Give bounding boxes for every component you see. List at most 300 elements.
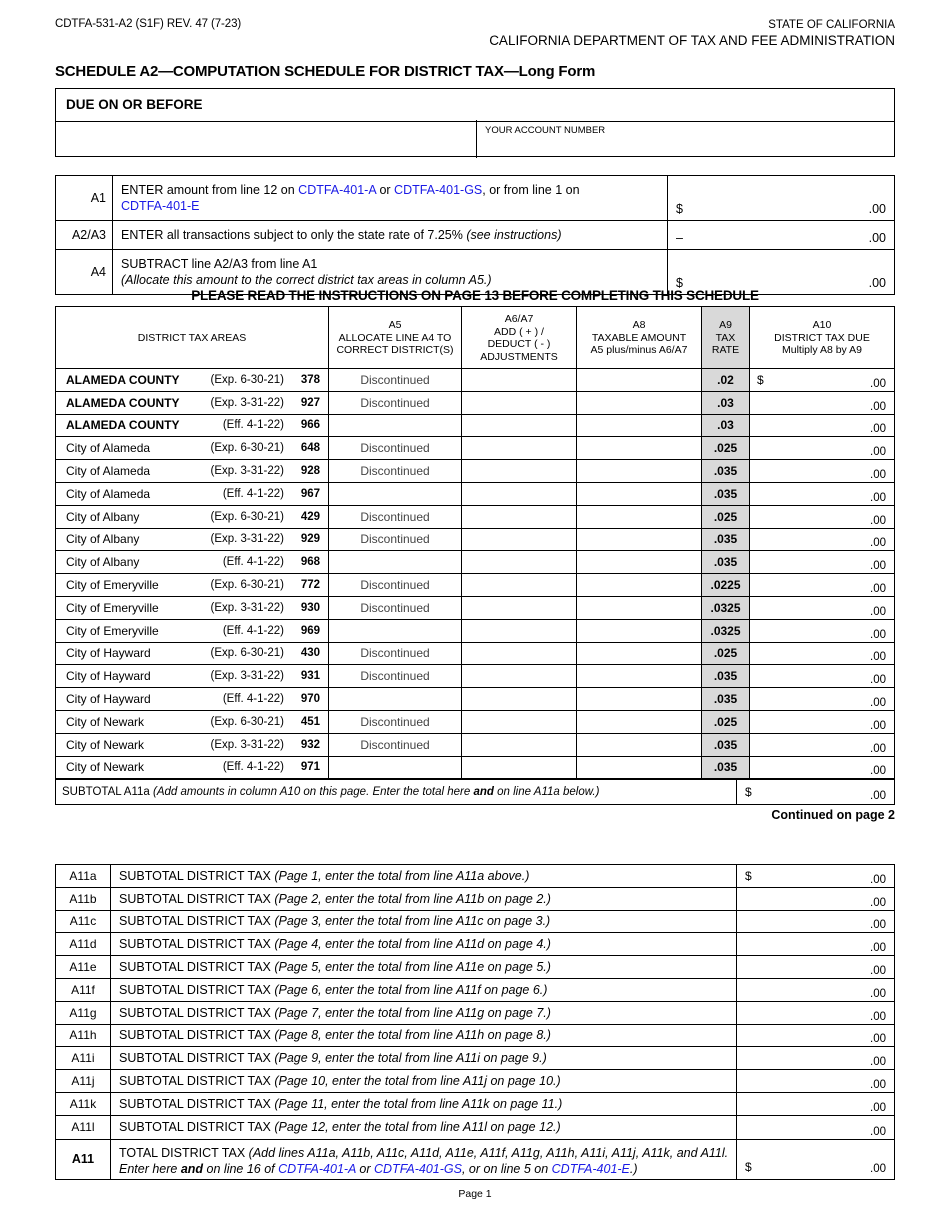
district-a10-cell[interactable]: [750, 734, 894, 756]
table-row: [56, 597, 894, 620]
district-a5-cell[interactable]: [329, 529, 462, 551]
district-effective-date: (Eff. 4-1-22): [222, 487, 284, 500]
district-a5-cell[interactable]: [329, 597, 462, 619]
district-tax-rate: .03: [717, 395, 734, 410]
district-a8-cell[interactable]: [577, 460, 702, 482]
subtotal-row-description: [111, 1025, 737, 1047]
district-a5-value: Discontinued: [360, 578, 430, 593]
subtotal-row-number: A11d: [56, 933, 111, 955]
district-tax-rate: .035: [713, 737, 738, 752]
header-col1-line1: DISTRICT TAX AREAS: [137, 331, 247, 344]
district-a8-cell[interactable]: [577, 643, 702, 665]
district-code: 931: [300, 670, 320, 683]
district-name-cell: [56, 688, 329, 710]
district-tax-rate-cell: [702, 643, 750, 665]
line-a2-a3-amount-field[interactable]: [667, 221, 894, 249]
header-a5: [329, 307, 462, 368]
district-a5-cell[interactable]: [329, 711, 462, 733]
district-tax-rate: .025: [713, 646, 738, 661]
subtotal-a11a-amount-field[interactable]: [737, 780, 894, 804]
district-a10-cell[interactable]: [750, 574, 894, 596]
subtotal-row-number: A11c: [56, 911, 111, 933]
district-a8-cell[interactable]: [577, 665, 702, 687]
district-tax-rate: .035: [713, 669, 738, 684]
district-a10-cell[interactable]: [750, 688, 894, 710]
district-tax-rate: .025: [713, 441, 738, 456]
district-a8-cell[interactable]: [577, 506, 702, 528]
district-a5-value: Discontinued: [360, 532, 430, 547]
district-a6-a7-cell[interactable]: [462, 643, 577, 665]
header-col6-line1: A10: [812, 319, 832, 332]
district-cents: .00: [870, 377, 886, 390]
district-effective-date: (Exp. 3-31-22): [210, 601, 284, 614]
subtotal-row-label: SUBTOTAL DISTRICT TAX: [119, 1120, 275, 1135]
district-a5-value: Discontinued: [360, 441, 430, 456]
table-row: [56, 529, 894, 552]
district-a5-value: Discontinued: [360, 669, 430, 684]
district-a8-cell[interactable]: [577, 757, 702, 779]
district-a5-value: Discontinued: [360, 509, 430, 524]
district-tax-table: [55, 306, 895, 805]
district-code: 971: [300, 761, 320, 774]
subtotal-italic-1: (Add amounts in column A10 on this page. Enter the total here: [152, 786, 474, 799]
line-a2-a3-minus-symbol: –: [676, 231, 683, 245]
district-a6-a7-cell[interactable]: [462, 460, 577, 482]
district-code: 927: [300, 396, 320, 409]
line-a1-cents: .00: [868, 202, 886, 216]
subtotal-row-amount-field[interactable]: [737, 933, 894, 955]
total-link-cdtfa-401-a[interactable]: CDTFA-401-A: [278, 1161, 356, 1176]
total-row-description: [111, 1140, 737, 1179]
district-tax-rate: .025: [713, 509, 738, 524]
district-tax-rate-cell: [702, 688, 750, 710]
district-a10-cell[interactable]: [750, 529, 894, 551]
subtotal-row-description: [111, 888, 737, 910]
district-a5-cell[interactable]: [329, 688, 462, 710]
district-a6-a7-cell[interactable]: [462, 529, 577, 551]
subtotal-currency-symbol: $: [745, 785, 752, 800]
total-link-cdtfa-401-e[interactable]: CDTFA-401-E: [551, 1161, 630, 1176]
table-row: [56, 757, 894, 780]
district-tax-rate-cell: [702, 483, 750, 505]
district-effective-date: (Eff. 4-1-22): [222, 761, 284, 774]
district-a6-a7-cell[interactable]: [462, 734, 577, 756]
subtotal-row-cents: .00: [870, 987, 886, 1000]
district-tax-rate-cell: [702, 506, 750, 528]
district-a5-value: Discontinued: [360, 464, 430, 479]
district-tax-rate-cell: [702, 460, 750, 482]
list-item: [56, 1002, 894, 1025]
header-col3-line2: ADD ( + ) /: [494, 325, 544, 338]
district-code: 378: [300, 373, 320, 386]
total-cents: .00: [870, 1162, 886, 1175]
district-name: City of Albany: [66, 509, 140, 524]
subtotal-row-italic: (Page 5, enter the total from line A11e on page 5.): [274, 960, 551, 975]
subtotal-row-label: SUBTOTAL DISTRICT TAX: [119, 937, 275, 952]
total-district-tax-row: [56, 1139, 894, 1179]
line-a2-a3-description: [113, 221, 667, 249]
district-a6-a7-cell[interactable]: [462, 551, 577, 573]
district-name-cell: [56, 665, 329, 687]
district-a6-a7-cell[interactable]: [462, 437, 577, 459]
list-item: [56, 1047, 894, 1070]
subtotal-row-label: SUBTOTAL DISTRICT TAX: [119, 914, 275, 929]
district-cents: .00: [870, 446, 886, 459]
district-a5-cell[interactable]: [329, 369, 462, 391]
district-a6-a7-cell[interactable]: [462, 506, 577, 528]
subtotal-row-italic: (Page 11, enter the total from line A11k on page 11.): [274, 1096, 563, 1111]
subtotal-row-cents: .00: [870, 942, 886, 955]
district-a8-cell[interactable]: [577, 415, 702, 437]
subtotal-prefix: SUBTOTAL A11a: [62, 786, 153, 799]
district-name-cell: [56, 620, 329, 642]
district-a5-cell[interactable]: [329, 757, 462, 779]
list-item: [56, 1093, 894, 1116]
subtotal-row-amount-field[interactable]: [737, 1025, 894, 1047]
district-a8-cell[interactable]: [577, 551, 702, 573]
district-a8-cell[interactable]: [577, 620, 702, 642]
district-code: 430: [300, 647, 320, 660]
district-currency-symbol: $: [757, 373, 764, 387]
district-effective-date: (Eff. 4-1-22): [222, 693, 284, 706]
district-tax-rate-cell: [702, 551, 750, 573]
list-item: [56, 1116, 894, 1139]
district-a10-cell[interactable]: [750, 392, 894, 414]
district-a10-cell[interactable]: [750, 460, 894, 482]
subtotal-row-number: A11e: [56, 956, 111, 978]
district-cents: .00: [870, 582, 886, 595]
district-code: 932: [300, 738, 320, 751]
district-name: ALAMEDA COUNTY: [66, 418, 180, 433]
subtotal-row-cents: .00: [870, 1056, 886, 1069]
district-name: ALAMEDA COUNTY: [66, 372, 180, 387]
district-a10-cell[interactable]: [750, 551, 894, 573]
district-a10-cell[interactable]: [750, 643, 894, 665]
district-a6-a7-cell[interactable]: [462, 415, 577, 437]
district-code: 772: [300, 579, 320, 592]
total-amount-field[interactable]: [737, 1140, 894, 1179]
subtotal-row-italic: (Page 1, enter the total from line A11a above.): [274, 868, 530, 883]
district-tax-rate: .035: [713, 532, 738, 547]
subtotal-row-amount-field[interactable]: [737, 979, 894, 1001]
header-col5-line3: RATE: [711, 344, 740, 357]
table-row: [56, 643, 894, 666]
district-a8-cell[interactable]: [577, 392, 702, 414]
district-a6-a7-cell[interactable]: [462, 757, 577, 779]
district-name-cell: [56, 574, 329, 596]
district-a5-cell[interactable]: [329, 392, 462, 414]
subtotal-row-description: [111, 1047, 737, 1069]
total-link-cdtfa-401-gs[interactable]: CDTFA-401-GS: [374, 1161, 462, 1176]
header-col2-line2: ALLOCATE LINE A4 TO: [338, 331, 452, 344]
subtotal-row-label: SUBTOTAL DISTRICT TAX: [119, 960, 275, 975]
district-effective-date: (Exp. 6-30-21): [210, 510, 284, 523]
line-a2-a3-italic-note: (see instructions): [466, 228, 562, 242]
list-item: [56, 911, 894, 934]
district-a6-a7-cell[interactable]: [462, 665, 577, 687]
subtotal-row-amount-field[interactable]: [737, 911, 894, 933]
line-a2-a3-number: A2/A3: [56, 221, 113, 249]
district-a5-cell[interactable]: [329, 574, 462, 596]
header-col3-line3: DEDUCT ( - ): [487, 338, 551, 350]
district-cents: .00: [870, 605, 886, 618]
district-tax-rate: .0225: [710, 578, 741, 593]
district-a10-cell[interactable]: [750, 437, 894, 459]
link-cdtfa-401-gs[interactable]: CDTFA-401-GS: [394, 183, 483, 197]
subtotal-row-amount-field[interactable]: [737, 1070, 894, 1092]
header-a8: [577, 307, 702, 368]
subtotal-row-amount-field[interactable]: [737, 1116, 894, 1139]
lines-a1-a4-table: [55, 175, 895, 295]
subtotal-row-amount-field[interactable]: [737, 1002, 894, 1024]
district-code: 966: [300, 419, 320, 432]
header-col6-line2: DISTRICT TAX DUE: [774, 331, 870, 344]
district-effective-date: (Exp. 6-30-21): [210, 442, 284, 455]
district-a6-a7-cell[interactable]: [462, 688, 577, 710]
district-code: 929: [300, 533, 320, 546]
form-id: CDTFA-531-A2 (S1F) REV. 47 (7-23): [55, 18, 242, 30]
district-name-cell: [56, 597, 329, 619]
district-a5-value: Discontinued: [360, 395, 430, 410]
header-col6-line3: Multiply A8 by A9: [782, 344, 862, 357]
district-effective-date: (Exp. 6-30-21): [210, 579, 284, 592]
department-name: CALIFORNIA DEPARTMENT OF TAX AND FEE ADMINISTRATION: [489, 33, 895, 48]
total-italic-4: , or on line 5 on: [461, 1161, 552, 1176]
district-a5-cell[interactable]: [329, 506, 462, 528]
subtotal-row-amount-field[interactable]: [737, 865, 894, 887]
district-tax-rate: .035: [713, 692, 738, 707]
district-a5-value: Discontinued: [360, 372, 430, 387]
district-a6-a7-cell[interactable]: [462, 574, 577, 596]
district-cents: .00: [870, 537, 886, 550]
district-a5-value: Discontinued: [360, 646, 430, 661]
subtotal-row-cents: .00: [870, 896, 886, 909]
line-a1-row: [56, 176, 894, 221]
district-a10-cell[interactable]: [750, 415, 894, 437]
district-a5-cell[interactable]: [329, 620, 462, 642]
district-name: City of Emeryville: [66, 600, 159, 615]
district-a10-cell[interactable]: [750, 711, 894, 733]
line-a4-italic-note: (Allocate this amount to the correct district tax areas in column A5.): [121, 273, 492, 287]
district-tax-rate-cell: [702, 369, 750, 391]
subtotal-row-cents: .00: [870, 1033, 886, 1046]
table-row: [56, 734, 894, 757]
district-tax-rate-cell: [702, 757, 750, 779]
district-cents: .00: [870, 696, 886, 709]
district-a5-cell[interactable]: [329, 483, 462, 505]
district-a10-cell[interactable]: [750, 757, 894, 779]
district-a6-a7-cell[interactable]: [462, 711, 577, 733]
district-name: City of Newark: [66, 737, 145, 752]
district-code: 967: [300, 487, 320, 500]
subtotal-row-label: SUBTOTAL DISTRICT TAX: [119, 1096, 275, 1111]
district-a8-cell[interactable]: [577, 711, 702, 733]
district-name-cell: [56, 506, 329, 528]
line-a1-text-2: or: [375, 183, 395, 197]
subtotal-row-number: A11b: [56, 888, 111, 910]
district-a6-a7-cell[interactable]: [462, 483, 577, 505]
district-code: 969: [300, 624, 320, 637]
subtotal-row-cents: .00: [870, 964, 886, 977]
district-a8-cell[interactable]: [577, 369, 702, 391]
district-code: 970: [300, 693, 320, 706]
account-number-field[interactable]: [476, 120, 898, 158]
district-a10-cell[interactable]: [750, 506, 894, 528]
subtotal-row-description: [111, 933, 737, 955]
subtotal-row-italic: (Page 6, enter the total from line A11f on page 6.): [274, 982, 548, 997]
subtotal-a11a-row: [56, 779, 894, 804]
district-a6-a7-cell[interactable]: [462, 620, 577, 642]
line-a1-amount-field[interactable]: [667, 176, 894, 220]
table-row: [56, 665, 894, 688]
district-a5-cell[interactable]: [329, 734, 462, 756]
district-tax-rate: .035: [713, 555, 738, 570]
district-a6-a7-cell[interactable]: [462, 597, 577, 619]
subtotal-row-cents: .00: [870, 1125, 886, 1138]
subtotal-row-label: SUBTOTAL DISTRICT TAX: [119, 868, 275, 883]
subtotal-row-label: SUBTOTAL DISTRICT TAX: [119, 982, 275, 997]
district-a8-cell[interactable]: [577, 688, 702, 710]
header-col5-line2: TAX: [715, 331, 736, 344]
table-row: [56, 711, 894, 734]
header-district-tax-areas: [56, 307, 329, 368]
district-name-cell: [56, 369, 329, 391]
subtotal-row-label: SUBTOTAL DISTRICT TAX: [119, 1028, 275, 1043]
district-tax-rate: .0325: [710, 623, 741, 638]
district-name-cell: [56, 734, 329, 756]
total-italic-2: on line 16 of: [203, 1161, 279, 1176]
district-name-cell: [56, 551, 329, 573]
district-name: City of Hayward: [66, 646, 151, 661]
total-italic-5: .): [629, 1161, 638, 1176]
district-a5-cell[interactable]: [329, 460, 462, 482]
subtotal-row-amount-field[interactable]: [737, 1047, 894, 1069]
district-name: City of Alameda: [66, 464, 151, 479]
table-row: [56, 506, 894, 529]
subtotal-row-cents: .00: [870, 1078, 886, 1091]
subtotal-row-italic: (Page 3, enter the total from line A11c on page 3.): [274, 914, 551, 929]
district-cents: .00: [870, 514, 886, 527]
district-a5-cell[interactable]: [329, 551, 462, 573]
subtotal-row-label: SUBTOTAL DISTRICT TAX: [119, 1051, 275, 1066]
subtotal-row-number: A11f: [56, 979, 111, 1001]
subtotal-row-cents: .00: [870, 1101, 886, 1114]
district-name: City of Newark: [66, 760, 145, 775]
district-tax-rate-cell: [702, 437, 750, 459]
total-row-number: A11: [56, 1140, 111, 1179]
total-row-label: TOTAL DISTRICT TAX: [119, 1145, 249, 1160]
subtotal-row-number: A11a: [56, 865, 111, 887]
subtotal-row-amount-field[interactable]: [737, 888, 894, 910]
header-col3-line1: A6/A7: [504, 313, 534, 325]
total-italic-3: or: [355, 1161, 374, 1176]
district-a8-cell[interactable]: [577, 529, 702, 551]
district-a8-cell[interactable]: [577, 483, 702, 505]
district-code: 928: [300, 465, 320, 478]
district-tax-rate: .02: [717, 372, 734, 387]
district-a5-cell[interactable]: [329, 643, 462, 665]
district-name-cell: [56, 711, 329, 733]
district-name: City of Emeryville: [66, 623, 159, 638]
district-code: 429: [300, 510, 320, 523]
due-on-or-before-box: [55, 88, 895, 121]
subtotal-rows-container: [56, 865, 894, 1139]
table-row: [56, 574, 894, 597]
header-a6-a7: [462, 307, 577, 368]
district-tax-rate-cell: [702, 529, 750, 551]
district-effective-date: (Exp. 6-30-21): [210, 373, 284, 386]
page-footer: Page 1: [458, 1188, 492, 1200]
district-name: ALAMEDA COUNTY: [66, 395, 180, 410]
district-a5-value: Discontinued: [360, 714, 430, 729]
subtotal-row-cents: .00: [870, 1010, 886, 1023]
district-a10-cell[interactable]: [750, 665, 894, 687]
district-a5-cell[interactable]: [329, 437, 462, 459]
district-name-cell: [56, 392, 329, 414]
district-tax-rate: .035: [713, 486, 738, 501]
district-name-cell: [56, 483, 329, 505]
subtotal-row-number: A11g: [56, 1002, 111, 1024]
district-effective-date: (Exp. 6-30-21): [210, 715, 284, 728]
list-item: [56, 865, 894, 888]
district-cents: .00: [870, 491, 886, 504]
district-a8-cell[interactable]: [577, 734, 702, 756]
list-item: [56, 933, 894, 956]
district-table-header: [56, 307, 894, 369]
district-tax-rate: .035: [713, 464, 738, 479]
subtotal-row-amount-field[interactable]: [737, 1093, 894, 1115]
district-a8-cell[interactable]: [577, 597, 702, 619]
district-a10-cell[interactable]: [750, 369, 894, 391]
due-date-and-account-row[interactable]: [55, 121, 895, 157]
table-row: [56, 415, 894, 438]
district-effective-date: (Exp. 6-30-21): [210, 647, 284, 660]
subtotal-row-cents: .00: [870, 873, 886, 886]
district-effective-date: (Eff. 4-1-22): [222, 556, 284, 569]
district-a6-a7-cell[interactable]: [462, 392, 577, 414]
subtotal-cents: .00: [870, 790, 886, 803]
district-code: 648: [300, 442, 320, 455]
district-a10-cell[interactable]: [750, 597, 894, 619]
district-a10-cell[interactable]: [750, 620, 894, 642]
line-a1-currency-symbol: $: [676, 202, 683, 216]
header-col3-line4: ADJUSTMENTS: [480, 350, 558, 363]
district-a5-cell[interactable]: [329, 665, 462, 687]
district-tax-rate-cell: [702, 597, 750, 619]
district-effective-date: (Exp. 3-31-22): [210, 533, 284, 546]
district-name-cell: [56, 437, 329, 459]
district-a8-cell[interactable]: [577, 437, 702, 459]
district-name: City of Hayward: [66, 669, 151, 684]
link-cdtfa-401-e[interactable]: CDTFA-401-E: [121, 199, 200, 213]
district-cents: .00: [870, 674, 886, 687]
district-a6-a7-cell[interactable]: [462, 369, 577, 391]
subtotal-row-description: [111, 979, 737, 1001]
line-a1-text-3: , or from line 1 on: [482, 183, 580, 197]
table-row: [56, 688, 894, 711]
district-a10-cell[interactable]: [750, 483, 894, 505]
district-cents: .00: [870, 651, 886, 664]
link-cdtfa-401-a[interactable]: CDTFA-401-A: [298, 183, 376, 197]
district-a5-cell[interactable]: [329, 415, 462, 437]
subtotal-row-amount-field[interactable]: [737, 956, 894, 978]
district-rows-container: [56, 369, 894, 779]
header-col5-line1: A9: [719, 319, 732, 332]
state-name: STATE OF CALIFORNIA: [768, 19, 895, 31]
district-name-cell: [56, 415, 329, 437]
district-code: 930: [300, 601, 320, 614]
district-a8-cell[interactable]: [577, 574, 702, 596]
